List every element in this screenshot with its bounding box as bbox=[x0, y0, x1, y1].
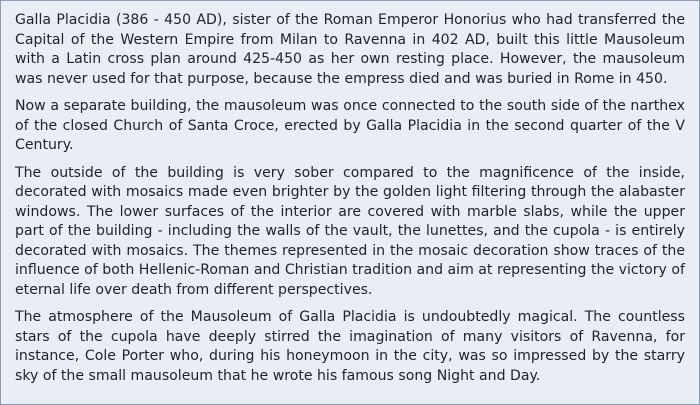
paragraph-atmosphere: The atmosphere of the Mausoleum of Galla Placidia is undoubtedly magical. The countless stars of the cupola have deeply stirred the imagination of many visitors of Ravenna, for instance, Cole Porter who, during his honeymoon in the city, was so impressed by the starry sky of the small mausoleum that he wrote his famous song Night and Day. bbox=[15, 309, 685, 384]
paragraph-location: Now a separate building, the mausoleum was once connected to the south side of the narthex of the closed Church of Santa Croce, erected by Galla Placidia in the second quarter of the V Century. bbox=[15, 98, 685, 153]
paragraph-history: Galla Placidia (386 - 450 AD), sister of the Roman Emperor Honorius who had transferred the Capital of the Western Empire from Milan to Ravenna in 402 AD, built this little Mausoleum with a Latin cross plan around 425-450 as her own resting place. However, the mausoleum was never used for that purpose, because the empress died and was buried in Rome in 450. bbox=[15, 12, 685, 87]
paragraph-decoration: The outside of the building is very sober compared to the magnificence of the inside, decorated with mosaics made even brighter by the golden light filtering through the alabaster windows. The lower surfaces of the interior are covered with marble slabs, while the upper part of the building - including the walls of the vault, the lunettes, and the cupola - is entirely decorated with mosaics. The themes represented in the mosaic decoration show traces of the influence of both Hellenic-Roman and Christian tradition and aim at representing the victory of eternal life over death from different perspectives. bbox=[15, 164, 685, 298]
